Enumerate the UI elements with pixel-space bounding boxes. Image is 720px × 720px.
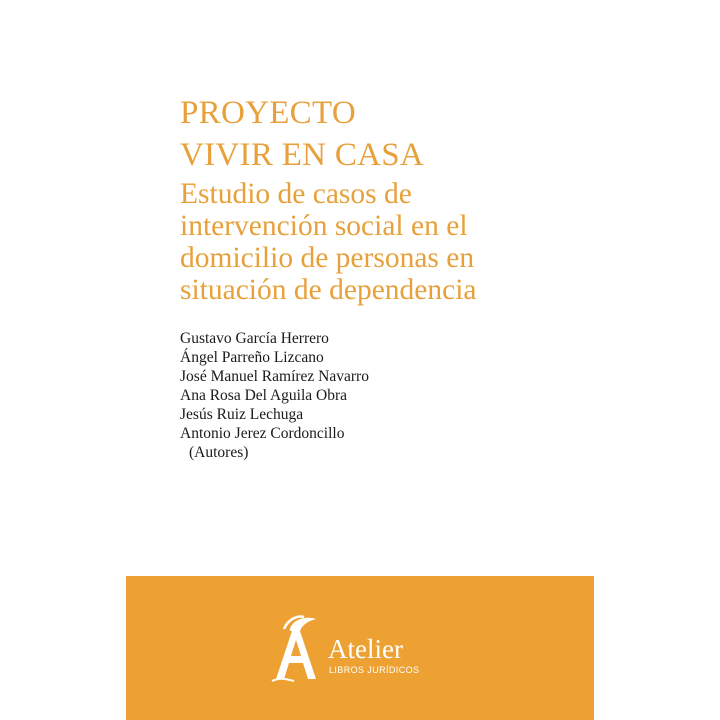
- author-name: Jesús Ruiz Lechuga: [180, 406, 304, 423]
- subtitle-line-4: situación de dependencia: [180, 274, 477, 306]
- book-subtitle: [180, 178, 580, 306]
- authors-role-label: (Autores): [189, 444, 249, 461]
- author-name: Gustavo García Herrero: [180, 330, 329, 347]
- publisher-name: Atelier: [328, 634, 403, 664]
- author-list: [180, 329, 510, 462]
- publisher-band: [126, 576, 594, 720]
- publisher-mark: [270, 613, 450, 683]
- book-title-line-1: PROYECTO: [180, 95, 356, 131]
- atelier-logo-icon: [270, 613, 324, 683]
- author-name: José Manuel Ramírez Navarro: [180, 368, 369, 385]
- author-name: Ana Rosa Del Aguila Obra: [180, 387, 348, 404]
- publisher-subtitle: LIBROS JURÍDICOS: [329, 665, 420, 675]
- author-name: Ángel Parreño Lizcano: [180, 349, 324, 366]
- title-block: [180, 92, 580, 306]
- book-cover: [126, 0, 594, 720]
- subtitle-line-2: intervención social en el: [180, 210, 468, 242]
- subtitle-line-1: Estudio de casos de: [180, 178, 412, 210]
- subtitle-line-3: domicilio de personas en: [180, 242, 475, 274]
- book-title-line-2: VIVIR EN CASA: [180, 137, 425, 173]
- author-name: Antonio Jerez Cordoncillo: [180, 425, 345, 442]
